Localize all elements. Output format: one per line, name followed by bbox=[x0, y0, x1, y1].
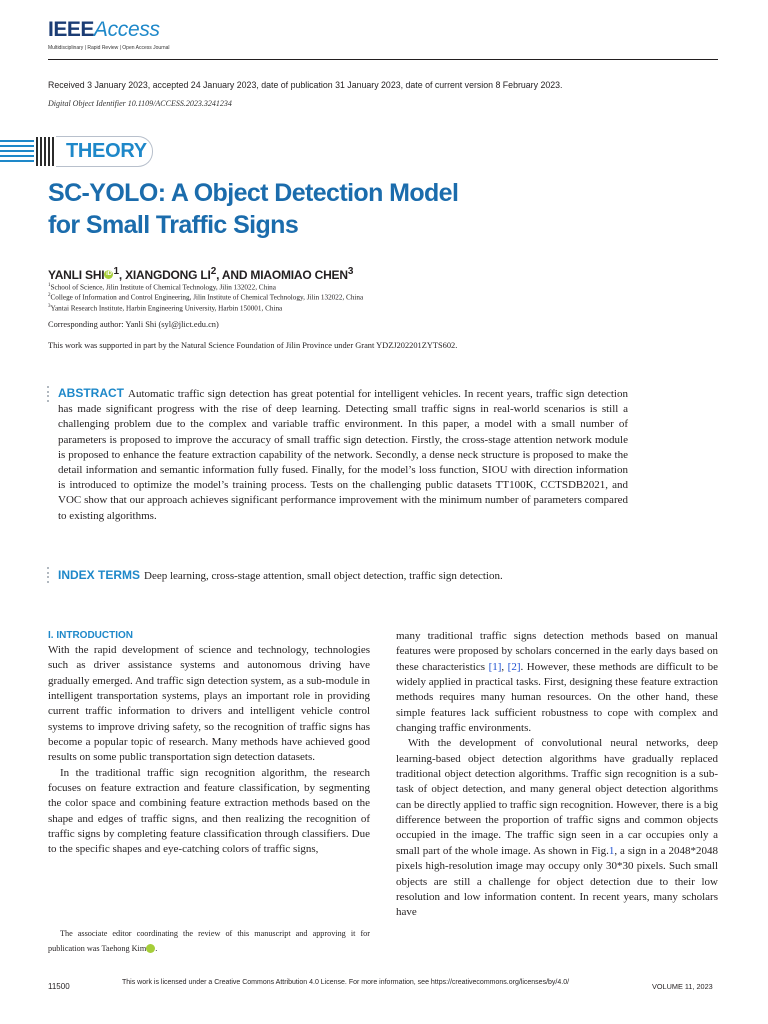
index-terms-label: INDEX TERMS bbox=[58, 568, 141, 582]
affiliation: $^3$Yantai Research Institute, Harbin Engineering University, Harbin 150001, China bbox=[48, 304, 283, 313]
author-name: , XIANGDONG LI bbox=[118, 268, 211, 282]
orcid-icon[interactable]: iD bbox=[146, 944, 155, 953]
section-heading: I. INTRODUCTION bbox=[48, 630, 133, 641]
index-terms-text: Deep learning, cross-stage attention, small object detection, traffic sign detection. bbox=[144, 570, 503, 582]
corresponding-author: Corresponding author: Yanli Shi (syl@jlict.edu.cn) bbox=[48, 320, 219, 329]
license-note[interactable]: This work is licensed under a Creative Commons Attribution 4.0 License. For more information, see https://creativecommons.org/licenses/by/4.0/ bbox=[122, 979, 570, 986]
paragraph: In the traditional traffic sign recognition algorithm, the research focuses on feature extraction and feature classification, by segmenting the color space and combining feature extraction methods based on the shape and edges of traffic signs, and then realizing the recognition of traffic signs by completing feature classification through classifiers. Due to the specific shapes and eye-catching colors of traffic signs, bbox=[48, 766, 370, 856]
author-name: YANLI SHI bbox=[48, 268, 105, 282]
index-terms bbox=[58, 568, 503, 582]
abstract bbox=[58, 386, 628, 524]
paragraph: many traditional traffic signs detection methods based on manual features were proposed by scholars concerned in the early days based on these characteristics [1], [2]. However, these methods are difficult to be widely applied in practical tasks. First, designing these feature extraction methods requires many human resources. On the other hand, these simple features lack sufficient robustness to cope with complex and changing traffic environments. bbox=[396, 630, 719, 735]
header-rule bbox=[48, 59, 718, 60]
body-column-right bbox=[396, 629, 718, 921]
editor-footnote: The associate editor coordinating the review of this manuscript and approving it for publication was Taehong Kim iD. bbox=[48, 929, 370, 953]
abstract-label: ABSTRACT bbox=[58, 386, 124, 400]
author-name: , AND MIAOMIAO CHEN bbox=[216, 268, 348, 282]
received-dates: Received 3 January 2023, accepted 24 January 2023, date of publication 31 January 2023, date of current version 8 February 2023. bbox=[48, 80, 563, 90]
index-terms-dots-icon bbox=[47, 567, 50, 585]
affiliation: $^2$College of Information and Control Engineering, Jilin Institute of Chemical Technology, Jilin 132022, China bbox=[48, 293, 364, 302]
affiliation: $^1$School of Science, Jilin Institute of Chemical Technology, Jilin 132022, China bbox=[48, 283, 276, 292]
volume-label: VOLUME 11, 2023 bbox=[652, 982, 713, 991]
figure-link[interactable]: 1 bbox=[608, 844, 615, 857]
logo-ieee: IEEE bbox=[48, 18, 94, 41]
doi: Digital Object Identifier 10.1109/ACCESS.2023.3241234 bbox=[48, 99, 232, 108]
abstract-dots-icon bbox=[47, 386, 50, 404]
citation-link[interactable]: [1] bbox=[488, 660, 502, 673]
body-column-left bbox=[48, 629, 370, 858]
abstract-text: Automatic traffic sign detection has great potential for intelligent vehicles. In recent years, traffic sign detection has made significant progress with the rise of deep learning. Detecting small traffic signs in real-world scenarios is still a challenging problem due to the complex and variable traffic environment. In this paper, a model with a small number of parameters is proposed to improve the accuracy of small traffic sign detection. Firstly, the cross-stage attention network module is proposed to enhance the feature extraction capability of the network. Secondly, a dense neck structure is proposed to make the detail information and semantic information fully fused. Finally, for the model’s loss function, SIOU with direction information is introduced to optimize the model’s training process. Tests on the challenging public datasets TT100K, CCTSDB2021, and VOC show that our approach achieves significant performance improvement with the minimum number of parameters compared to existing algorithms. bbox=[58, 388, 628, 522]
funding-note: This work was supported in part by the Natural Science Foundation of Jilin Province under Grant YDZJ202201ZYTS602. bbox=[48, 341, 458, 350]
citation-link[interactable]: [2] bbox=[507, 660, 521, 673]
affiliation-mark: 1 bbox=[113, 266, 119, 277]
title-line: SC-YOLO: A Object Detection Model bbox=[48, 179, 459, 207]
journal-logo bbox=[48, 18, 160, 42]
paper-title bbox=[48, 177, 688, 241]
category-label: THEORY bbox=[66, 140, 147, 162]
logo-access: Access bbox=[93, 18, 160, 41]
affiliation-mark: 3 bbox=[347, 266, 354, 277]
orcid-icon[interactable]: iD bbox=[106, 271, 112, 277]
affiliation-mark: 2 bbox=[210, 266, 217, 277]
category-stripes-icon bbox=[0, 136, 62, 167]
paragraph: With the development of convolutional neural networks, deep learning-based object detection algorithms have gradually replaced traditional object detection algorithms. Traffic sign recognition is a sub-task of object detection, and many general object detection algorithms can be directly applied to traffic sign recognition. However, there is a big difference between the proportion of traffic signs and common objects occupied in the image. The traffic sign seen in a car occupies only a small part of the whole image. As shown in Fig.1, a sign in a 2048*2048 pixels high-resolution image may occupy only 30*30 pixels. Such small objects are still a challenge for object detection due to their low resolution and low information content. In recent years, many scholars have bbox=[396, 737, 718, 919]
author-list bbox=[48, 266, 353, 282]
paragraph: With the rapid development of science and technology, technologies such as driver assistance systems and autonomous driving have gradually emerged. And traffic sign detection system, as a sub-module in intelligent transportation systems, plays an important role in providing current traffic information to drivers and intelligent vehicle control systems to improve driving safety, so the recognition of traffic signs has become a popular topic of research. Many methods have achieved good results on some public transportation sign detection datasets. bbox=[48, 644, 370, 764]
title-line: for Small Traffic Signs bbox=[48, 211, 299, 239]
page-number: 11500 bbox=[48, 982, 70, 991]
journal-tagline: Multidisciplinary | Rapid Review | Open Access Journal bbox=[48, 45, 170, 51]
